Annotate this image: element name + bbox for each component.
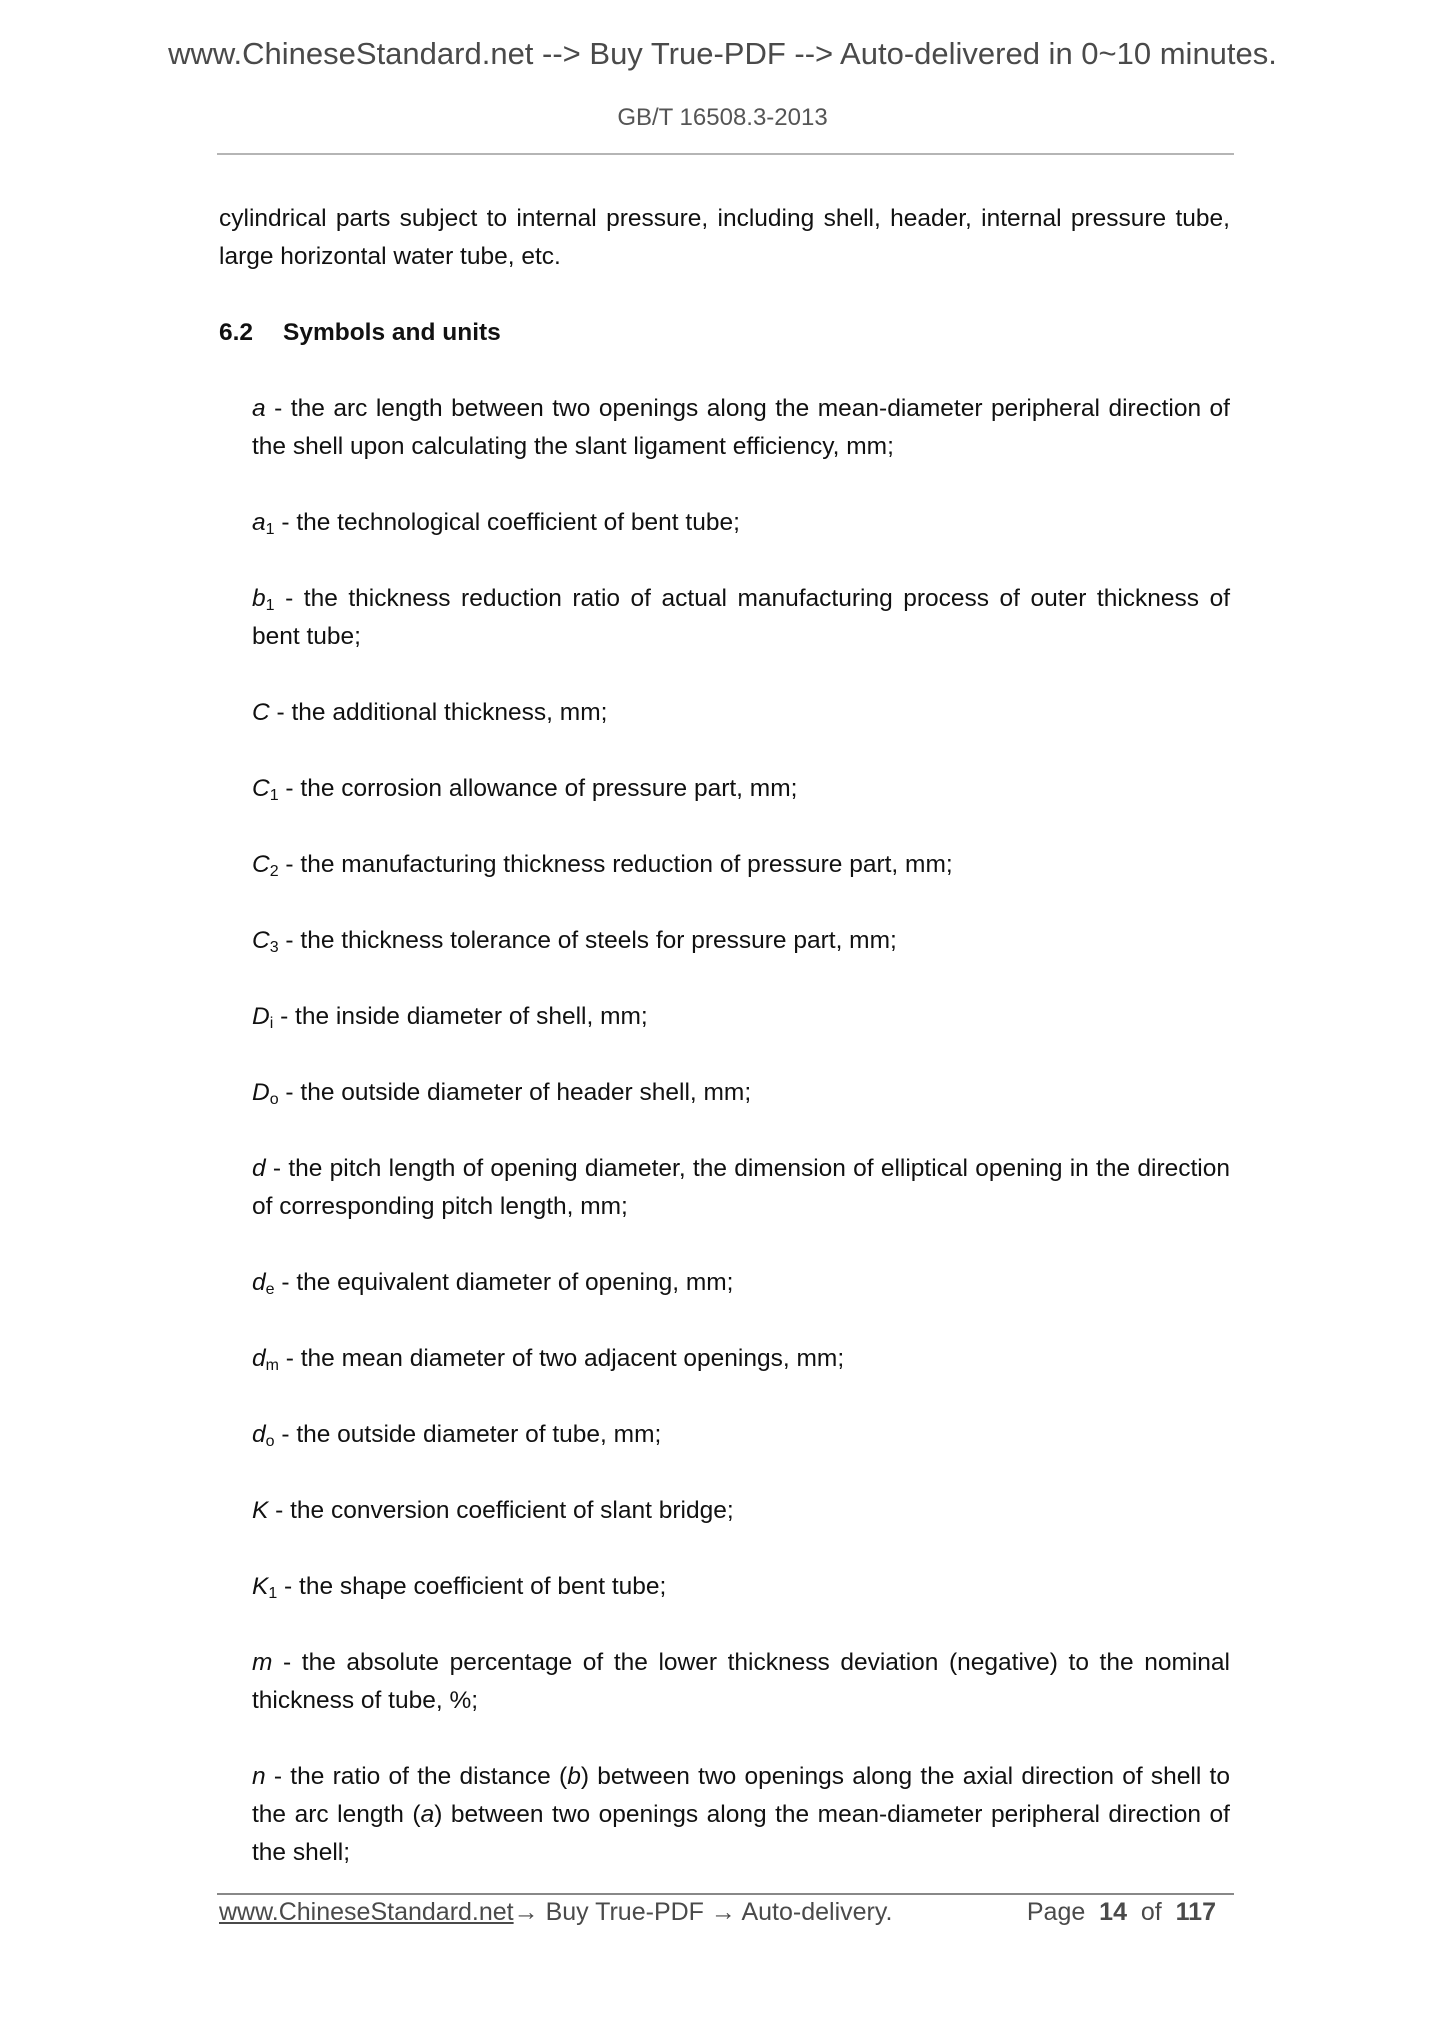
symbol-subscript: 2 [269,863,279,880]
symbol-description: - the arc length between two openings along the mean-diameter peripheral direction of the shell upon calculating the slant ligament efficiency, mm; [252,395,1230,460]
symbol-description: - the pitch length of opening diameter, the dimension of elliptical opening in the direction of corresponding pitch length, mm; [252,1155,1230,1220]
symbol: K [252,1573,269,1600]
page-label: Page [1026,1898,1086,1926]
symbol-subscript: 1 [269,787,279,804]
footer-text: Buy True-PDF [538,1898,711,1926]
current-page: 14 [1099,1898,1127,1926]
symbol-definition [252,998,1230,1036]
symbol: C [252,699,270,726]
symbol-description: - the equivalent diameter of opening, mm; [274,1269,734,1296]
symbol-definition [252,1264,1230,1302]
symbol: C [252,851,270,878]
symbol-subscript: 1 [268,1585,278,1602]
symbol-subscript: 1 [265,521,275,538]
symbol-description: - the ratio of the distance ( [265,1763,568,1790]
symbol-definition [252,770,1230,808]
section-title: Symbols and units [283,319,501,346]
footer-text: Auto-delivery. [735,1898,893,1926]
symbol: C [252,927,270,954]
variable: a [420,1801,435,1828]
section-heading [219,314,1230,352]
symbol: b [252,585,266,612]
symbol: m [252,1649,273,1676]
symbol-definition [252,390,1230,466]
footer-site-link[interactable]: www.ChineseStandard.net [219,1898,514,1926]
symbol-definition [252,1758,1230,1872]
symbol-description: - the shape coefficient of bent tube; [277,1573,667,1600]
arrow-right-icon: → [513,1898,539,1926]
symbol-definition [252,1644,1230,1720]
symbol-description: - the inside diameter of shell, mm; [273,1003,648,1030]
symbol-definition [252,580,1230,656]
symbol-description: - the thickness tolerance of steels for pressure part, mm; [278,927,897,954]
symbol: d [252,1421,266,1448]
symbol-subscript: m [265,1357,279,1374]
symbol-description: ) between two openings along the mean-diameter peripheral direction of the shell; [252,1801,1230,1866]
symbol: D [252,1003,270,1030]
symbol: a [252,395,266,422]
symbol-description: - the absolute percentage of the lower thickness deviation (negative) to the nominal thickness of tube, %; [252,1649,1230,1714]
symbol-definition [252,922,1230,960]
footer-promo [219,1898,892,1927]
symbol-definition [252,1568,1230,1606]
symbol: d [252,1345,266,1372]
symbol: D [252,1079,270,1106]
symbol-subscript: o [265,1433,275,1450]
intro-paragraph: cylindrical parts subject to internal pressure, including shell, header, internal pressure tube, large horizontal water tube, etc. [219,205,1230,270]
footer-divider [217,1893,1234,1895]
variable: b [567,1763,581,1790]
section-number: 6.2 [219,319,254,346]
symbol-description: - the manufacturing thickness reduction of pressure part, mm; [278,851,953,878]
symbol-description: - the thickness reduction ratio of actual manufacturing process of outer thickness of bent tube; [252,585,1230,650]
symbol-description: - the technological coefficient of bent tube; [274,509,740,536]
symbol-subscript: o [269,1091,279,1108]
top-banner: www.ChineseStandard.net --> Buy True-PDF --> Auto-delivered in 0~10 minutes. [168,36,1277,71]
symbol: C [252,775,270,802]
symbol: K [252,1497,269,1524]
symbol: n [252,1763,266,1790]
symbol-subscript: i [269,1015,274,1032]
symbol-subscript: e [265,1281,275,1298]
header-divider [217,153,1234,155]
symbol-subscript: 1 [265,597,275,614]
arrow-right-icon: → [710,1898,736,1926]
symbol: a [252,509,266,536]
page-footer [219,1898,1234,1927]
of-label: of [1140,1898,1162,1926]
symbol-description: - the additional thickness, mm; [269,699,608,726]
symbol-definition [252,504,1230,542]
page-content [219,200,1230,1910]
symbol-description: - the mean diameter of two adjacent openings, mm; [278,1345,845,1372]
symbol-description: - the conversion coefficient of slant bridge; [268,1497,734,1524]
symbol-definition [252,1074,1230,1112]
symbol-definition [252,1340,1230,1378]
page-number [1027,1898,1216,1927]
symbol-definition [252,1416,1230,1454]
symbol-description: ) between two openings along the axial direction of shell to the arc length ( [252,1763,1230,1828]
symbol-definition [252,846,1230,884]
symbol-definition [252,1492,1230,1530]
total-pages: 117 [1175,1898,1216,1926]
symbol-list [252,390,1230,1872]
symbol: d [252,1155,266,1182]
document-code: GB/T 16508.3-2013 [617,104,828,131]
symbol-description: - the outside diameter of header shell, mm; [278,1079,752,1106]
symbol-description: - the outside diameter of tube, mm; [274,1421,662,1448]
symbol-description: - the corrosion allowance of pressure part, mm; [278,775,798,802]
symbol-definition [252,1150,1230,1226]
symbol-subscript: 3 [269,939,279,956]
symbol: d [252,1269,266,1296]
symbol-definition [252,694,1230,732]
